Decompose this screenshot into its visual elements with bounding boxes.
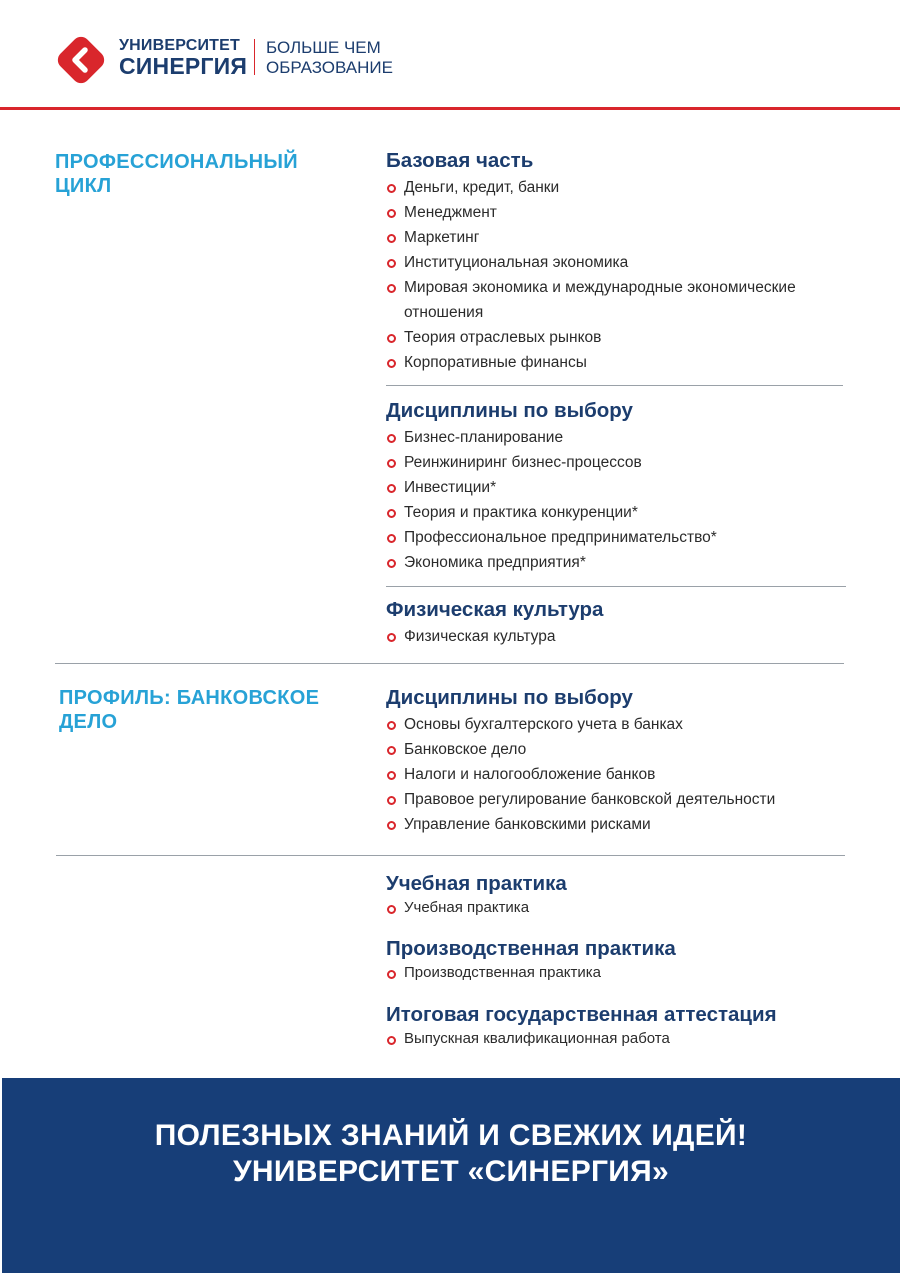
group-title-electives: Дисциплины по выбору: [386, 399, 633, 422]
tagline-line-1: БОЛЬШЕ ЧЕМ: [266, 38, 381, 57]
list-item: Институциональная экономика: [386, 250, 796, 275]
list-item: Профессиональное предпринимательство*: [386, 525, 717, 550]
group-title-basic-part: Базовая часть: [386, 149, 534, 172]
logo-divider: [254, 39, 255, 75]
footer-line-2: УНИВЕРСИТЕТ «СИНЕРГИЯ»: [232, 1155, 670, 1188]
list-item: Мировая экономика и международные экономические: [386, 275, 796, 300]
group-title-educational-practice: Учебная практика: [386, 872, 567, 895]
list-item: Реинжиниринг бизнес-процессов: [386, 450, 717, 475]
section-title-line: ПРОФЕССИОНАЛЬНЫЙ: [55, 151, 298, 173]
profile-electives-list: [386, 712, 775, 837]
electives-list: [386, 425, 717, 575]
production-practice-list: [386, 961, 601, 985]
list-item: Экономика предприятия*: [386, 550, 717, 575]
list-item: Теория и практика конкуренции*: [386, 500, 717, 525]
tagline-line-2: ОБРАЗОВАНИЕ: [266, 58, 393, 77]
section-title-professional-cycle: [55, 150, 298, 198]
list-item: Выпускная квалификационная работа: [386, 1027, 670, 1051]
section-title-banking-profile: [59, 686, 319, 734]
section-title-line: ЦИКЛ: [55, 175, 112, 197]
list-item: Учебная практика: [386, 896, 529, 920]
section-title-line: ПРОФИЛЬ: БАНКОВСКОЕ: [59, 687, 320, 709]
section-divider: [56, 855, 845, 856]
group-title-profile-electives: Дисциплины по выбору: [386, 686, 633, 709]
list-item: Инвестиции*: [386, 475, 717, 500]
final-attestation-list: [386, 1027, 670, 1051]
list-item: Бизнес-планирование: [386, 425, 717, 450]
basic-part-list: [386, 175, 796, 375]
synergy-logo-icon: [54, 33, 108, 87]
group-title-final-attestation: Итоговая государственная аттестация: [386, 1003, 777, 1026]
physical-culture-list: [386, 624, 555, 649]
list-item: Маркетинг: [386, 225, 796, 250]
list-item: Теория отраслевых рынков: [386, 325, 796, 350]
logo-line-1: УНИВЕРСИТЕТ: [119, 37, 240, 54]
list-item: Физическая культура: [386, 624, 555, 649]
list-item: Налоги и налогообложение банков: [386, 762, 775, 787]
list-item: Основы бухгалтерского учета в банках: [386, 712, 775, 737]
footer-banner: [2, 1078, 900, 1273]
list-item: Производственная практика: [386, 961, 601, 985]
list-item: Банковское дело: [386, 737, 775, 762]
logo-wordmark: [119, 38, 247, 78]
divider: [386, 586, 846, 587]
group-title-production-practice: Производственная практика: [386, 937, 676, 960]
page-header: [0, 0, 900, 108]
list-item: Правовое регулирование банковской деятельности: [386, 787, 775, 812]
section-title-line: ДЕЛО: [59, 711, 118, 733]
list-item: Менеджмент: [386, 200, 796, 225]
list-item: Деньги, кредит, банки: [386, 175, 796, 200]
section-divider: [55, 663, 844, 664]
list-item: Корпоративные финансы: [386, 350, 796, 375]
list-item-continuation: отношения: [404, 304, 484, 321]
group-title-physical-culture: Физическая культура: [386, 598, 604, 621]
footer-line-1: ПОЛЕЗНЫХ ЗНАНИЙ И СВЕЖИХ ИДЕЙ!: [154, 1119, 748, 1152]
list-item: Управление банковскими рисками: [386, 812, 775, 837]
header-red-rule: [0, 107, 900, 110]
logo-tagline: [266, 38, 393, 78]
divider: [386, 385, 843, 386]
logo-line-2: СИНЕРГИЯ: [119, 53, 248, 79]
educational-practice-list: [386, 896, 529, 920]
